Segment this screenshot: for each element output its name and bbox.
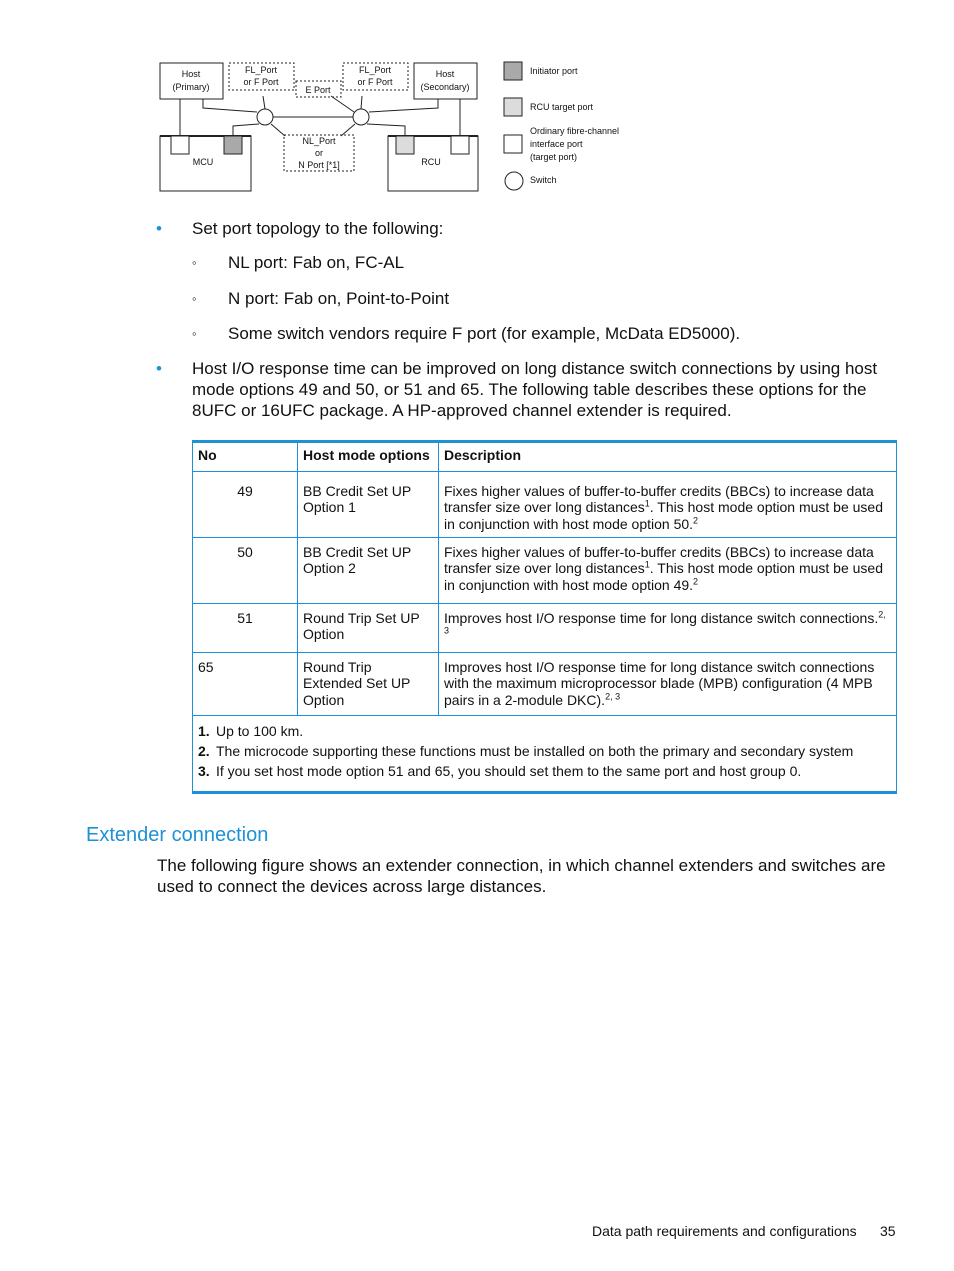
sub-bullet-marker: ◦	[192, 291, 197, 306]
cell-option: BB Credit Set UP Option 2	[298, 537, 439, 603]
cell-option: Round Trip Extended Set UP Option	[298, 652, 439, 715]
cell-no: 50	[193, 537, 298, 603]
legend-switch-swatch	[505, 172, 523, 190]
cell-description: Improves host I/O response time for long distance switch connections.$^{2, 3}$	[439, 603, 897, 652]
table-row	[193, 471, 897, 537]
section-heading: Extender connection	[86, 824, 269, 846]
table-header-row	[193, 442, 897, 472]
legend-ordinary-label-2: interface port	[530, 139, 583, 149]
legend-ordinary-label-3: (target port)	[530, 152, 578, 162]
nl-port-label: NL_Port	[302, 136, 336, 146]
cell-description: Improves host I/O response time for long distance switch connections with the maximum microprocessor blade (MPB) configuration (4 MPB pairs in a 2-module DKC).$^{2, 3}$	[439, 652, 897, 715]
sub-bullet-marker: ◦	[192, 255, 197, 270]
bullet-text: Host I/O response time can be improved on long distance switch connections by using host mode options 49 and 50, or 51 and 65. The following table describes these options for the 8UFC or 16UFC package. A HP-approved channel extender is required.	[192, 359, 878, 420]
sub-bullet-marker: ◦	[192, 326, 197, 341]
cell-no: 65	[193, 652, 298, 715]
sub-bullet-text: Some switch vendors require F port (for example, McData ED5000).	[228, 324, 741, 343]
table-row	[193, 603, 897, 652]
rcu-ordinary-port	[451, 136, 469, 154]
switch-right	[353, 109, 369, 125]
cell-no: 51	[193, 603, 298, 652]
legend-rcu-target-label: RCU target port	[530, 102, 594, 112]
sub-bullet-text: NL port: Fab on, FC-AL	[228, 253, 405, 272]
host-primary-sublabel: (Primary)	[172, 82, 210, 92]
bullet-dot: •	[156, 219, 162, 238]
rcu-target-port	[396, 136, 414, 154]
cell-option: BB Credit Set UP Option 1	[298, 471, 439, 537]
host-secondary-label: Host	[435, 69, 455, 79]
mcu-initiator-port	[224, 136, 242, 154]
e-port-label: E Port	[305, 85, 331, 95]
port-topology-diagram	[155, 58, 645, 200]
cell-description: Fixes higher values of buffer-to-buffer credits (BBCs) to increase data transfer size over long distances$^1$. This host mode option must be used in conjunction with host mode option 49.$^2$	[439, 537, 897, 603]
fl-port-right-label: FL_Port	[358, 65, 392, 75]
footer-title: Data path requirements and configurations	[592, 1223, 857, 1239]
host-primary-label: Host	[181, 69, 201, 79]
mcu-ordinary-port	[171, 136, 189, 154]
bullet-dot: •	[156, 359, 162, 378]
sub-bullet-text: N port: Fab on, Point-to-Point	[228, 289, 450, 308]
table-note: 3. If you set host mode option 51 and 65, you should set them to the same port and host group 0.	[198, 762, 802, 779]
host-secondary-sublabel: (Secondary)	[420, 82, 470, 92]
table-note: 2. The microcode supporting these functions must be installed on both the primary and secondary system	[198, 742, 854, 759]
bullet-text: Set port topology to the following:	[192, 219, 444, 238]
cell-no: 49	[193, 471, 298, 537]
table-note: 1. Up to 100 km.	[198, 722, 304, 739]
legend-ordinary-swatch	[504, 135, 522, 153]
table-notes-row	[193, 715, 897, 792]
header-no: No	[193, 442, 298, 472]
table-row	[193, 652, 897, 715]
cell-option: Round Trip Set UP Option	[298, 603, 439, 652]
fl-port-left-sublabel: or F Port	[243, 77, 279, 87]
legend-initiator-label: Initiator port	[530, 66, 578, 76]
rcu-label: RCU	[421, 157, 441, 167]
nl-port-or: or	[314, 148, 324, 158]
cell-description: Fixes higher values of buffer-to-buffer credits (BBCs) to increase data transfer size over long distances$^1$. This host mode option must be used in conjunction with host mode option 50.$^2$	[439, 471, 897, 537]
table-row	[193, 537, 897, 603]
legend-switch-label: Switch	[530, 175, 557, 185]
mcu-label: MCU	[192, 157, 214, 167]
header-description: Description	[439, 442, 897, 472]
section-paragraph: The following figure shows an extender connection, in which channel extenders and switches are used to connect the devices across large distances.	[157, 856, 886, 896]
header-options: Host mode options	[298, 442, 439, 472]
legend-rcu-target-swatch	[504, 98, 522, 116]
table-notes	[193, 715, 897, 792]
host-mode-options-table	[192, 440, 897, 794]
switch-left	[257, 109, 273, 125]
fl-port-right-sublabel: or F Port	[357, 77, 393, 87]
legend-ordinary-label-1: Ordinary fibre-channel	[530, 126, 620, 136]
page-number: 35	[880, 1223, 896, 1239]
fl-port-left-label: FL_Port	[244, 65, 278, 75]
legend-initiator-swatch	[504, 62, 522, 80]
nl-port-sublabel: N Port [*1]	[298, 160, 340, 170]
